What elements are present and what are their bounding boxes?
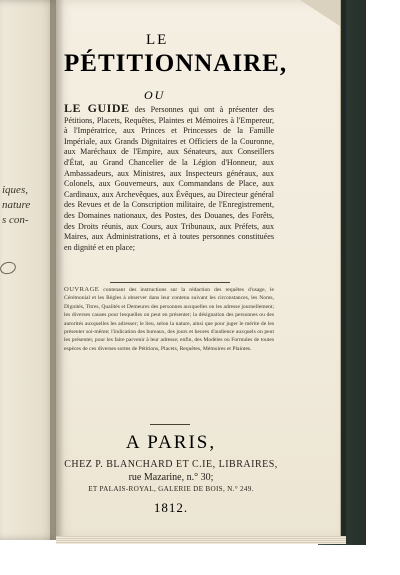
page-edges <box>56 536 346 544</box>
title-conjunction: OU <box>144 88 166 102</box>
description-lead: OUVRAGE <box>64 286 100 293</box>
left-page-fragment: iques, <box>2 184 28 196</box>
imprint-year: 1812. <box>153 500 189 515</box>
subtitle-body: des Personnes qui ont à présenter des Pétitions, Placets, Requêtes, Plaintes et Mémoires à l'Empereur, à l'Impératrice, aux Princes et Princesses de la Famille Impériale, aux Grands Dignitaires et Officiers de la Couronne, aux Maréchaux de l'Empire, aux Sénateurs, aux Conseillers d'État, au Grand Chancelier de la Légion d'Honneur, aux Ambassadeurs, aux Ministres, aux Inspecteurs généraux, aux Colonels, aux Gouverneurs, aux Commandans de Place, aux Cardinaux, aux Archevêques, aux Évêques, au Directeur général des Revues et de la Conscription militaire, de l'Enregistrement, des Domaines nationaux, des Postes, des Douanes, des Forêts, des Droits réunis, aux Cours, aux Tribunaux, aux Préfets, aux Maires, aux Administrations, et à toutes personnes constituées en dignité et en place; <box>64 105 274 252</box>
ornament-icon <box>0 260 17 276</box>
gutter-shadow <box>50 0 64 540</box>
page-title: PÉTITIONNAIRE, <box>64 50 288 77</box>
subtitle-lead: LE GUIDE <box>64 101 130 115</box>
description-paragraph <box>64 286 274 353</box>
subtitle-paragraph <box>64 103 274 253</box>
publisher-name: CHEZ P. BLANCHARD ET C.IE, LIBRAIRES, <box>64 459 278 470</box>
divider-rule <box>110 282 230 283</box>
imprint-address: ET PALAIS-ROYAL, GALERIE DE BOIS, N.° 249. <box>88 485 254 493</box>
imprint-city: A PARIS, <box>125 432 217 453</box>
left-page-fragment: s con- <box>2 214 29 226</box>
publisher-street: rue Mazarine, n.° 30; <box>128 472 214 483</box>
imprint-publisher <box>64 458 278 484</box>
left-page-fragment: nature <box>2 199 31 211</box>
description-body: contenant des instructions sur la rédaction des requêtes d'usage, le Cérémonial et les Règles à observer dans leur contenu suivant les circonstances, les Noms, Dignités, Titres, Qualités et Demeures des personnes auxquelles on les adresse journellement; les diverses causes pour lesquelles on peut en présenter; la désignation des personnes ou des autorités auxquelles les adresser; le lieu, selon la nature, ainsi que pour juger le mérite de les présenter soi-même; l'indication des bureaux, des jours et heures d'audience auxquels on peut les présenter, pour les faire parvenir à leur adresse; enfin, des Modèles ou Formules de toutes espèces de ces diverses sortes de Pétitions, Placets, Requêtes, Mémoires et Plaintes. <box>64 287 274 352</box>
divider-rule <box>150 424 190 425</box>
title-article: LE <box>146 32 169 48</box>
